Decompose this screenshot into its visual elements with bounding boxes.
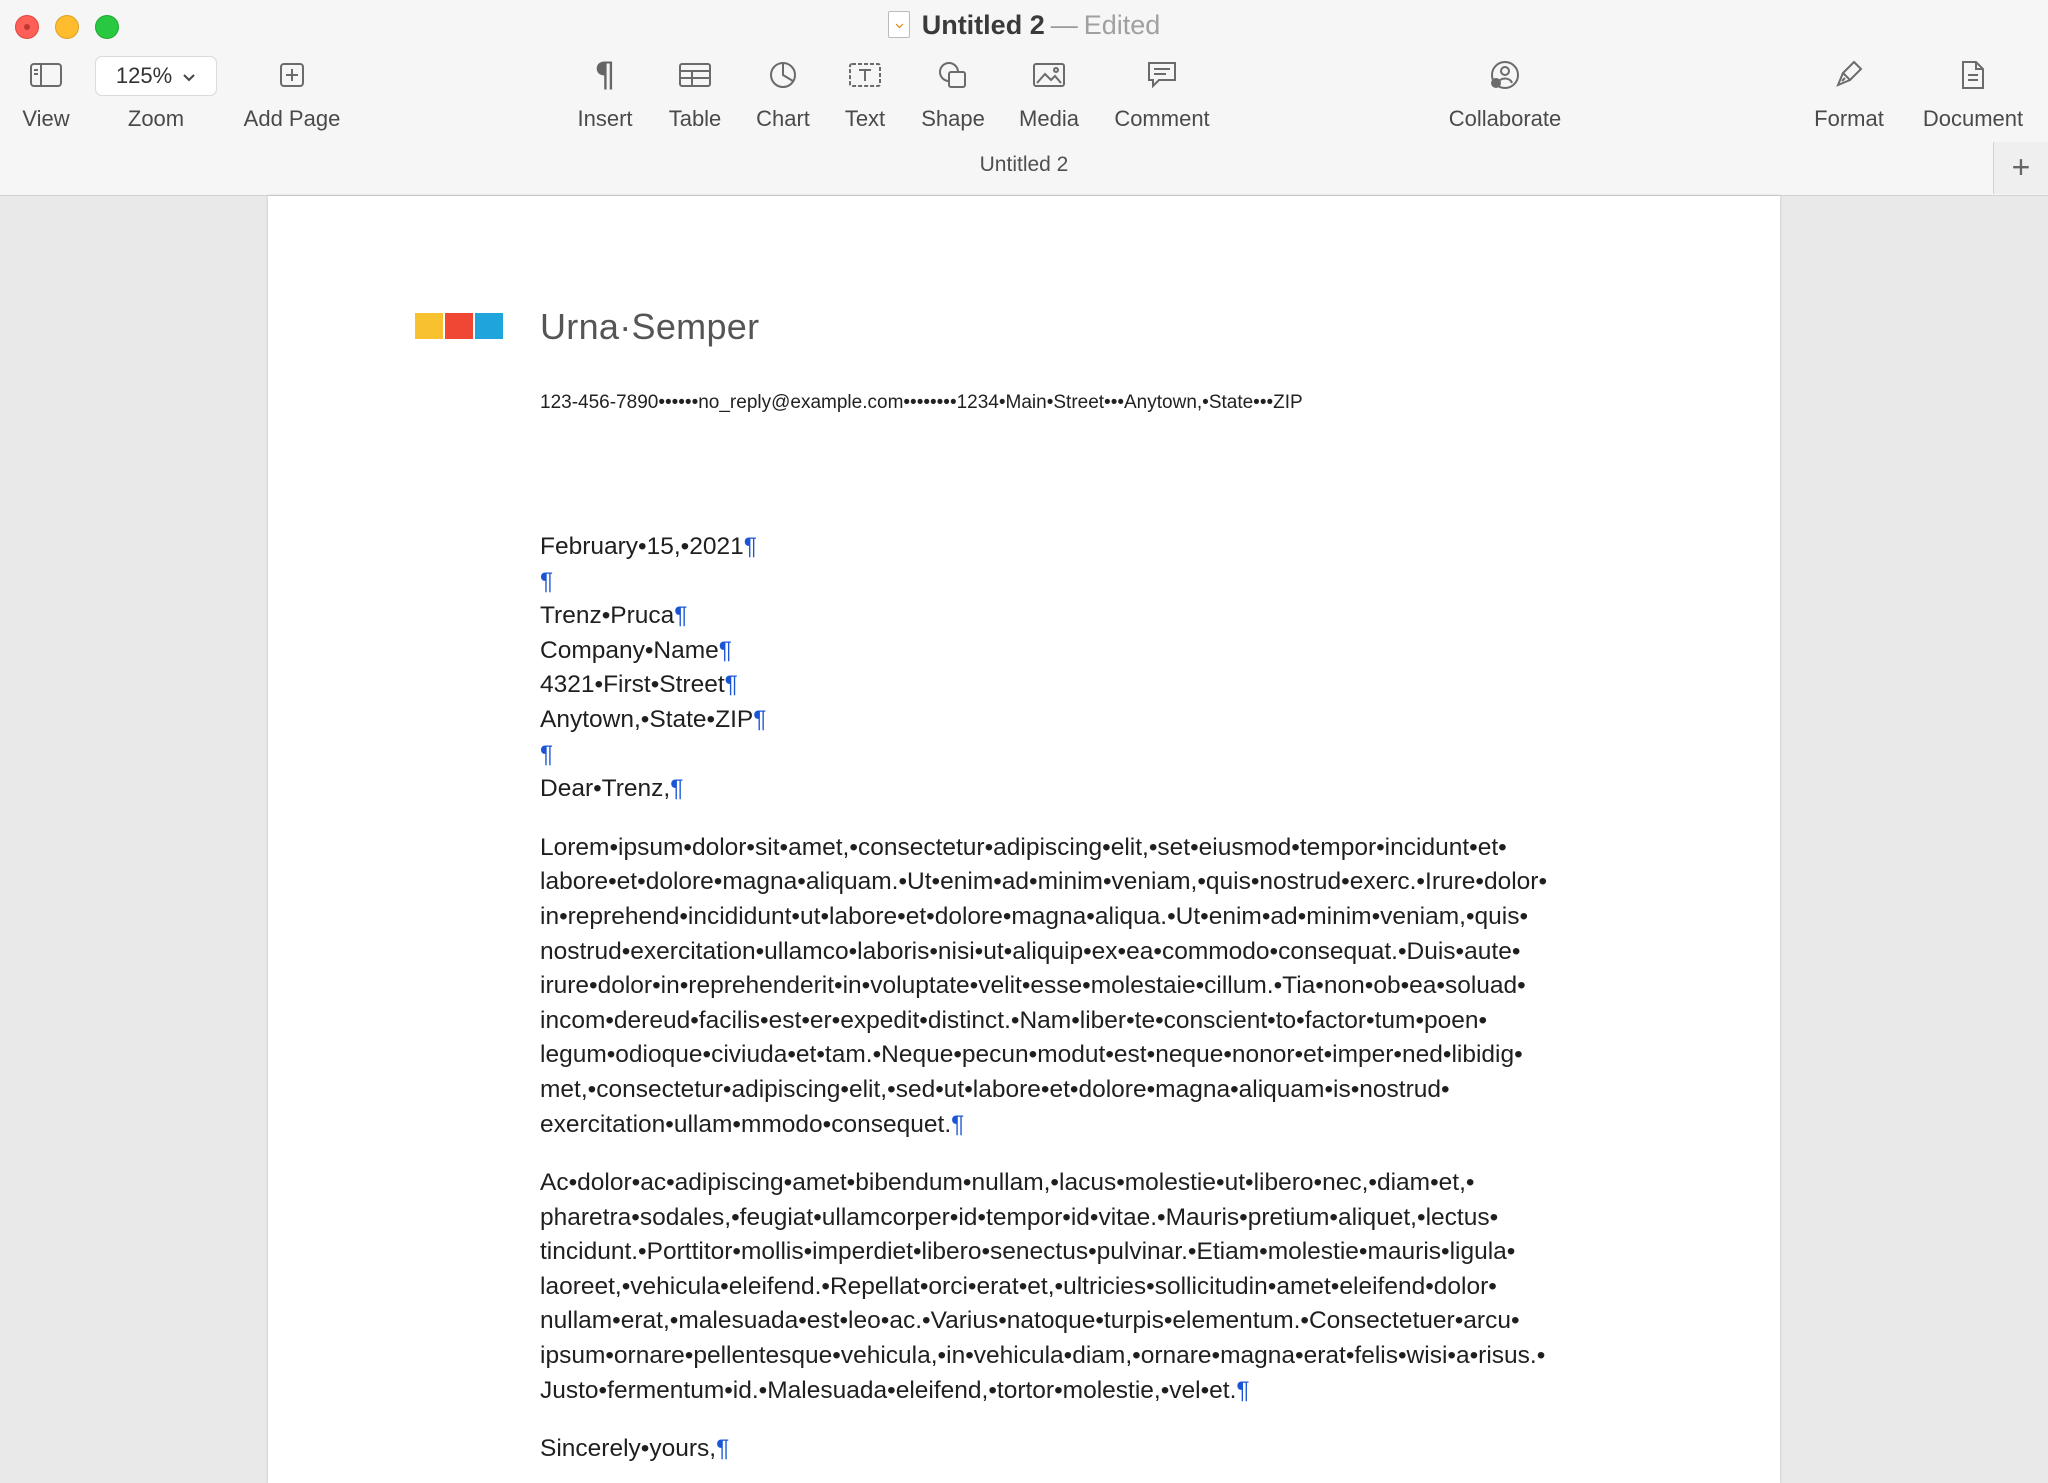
paragraph-line: [540, 1304, 1570, 1339]
address-line: [540, 772, 1570, 807]
paragraph-line-text: pharetra•sodales,•feugiat•ullamcorper•id•tempor•id•vitae.•Mauris•pretium•aliquet,•lectus•: [540, 1203, 1499, 1231]
address-line: [540, 634, 1570, 669]
paragraph-line-text: Justo•fermentum•id.•Malesuada•eleifend,•tortor•molestie,•vel•et.: [540, 1376, 1237, 1404]
format-label: Format: [1814, 106, 1884, 131]
paragraph-2: [540, 1166, 1570, 1408]
collaborate-icon: [1438, 56, 1572, 94]
new-tab-button[interactable]: +: [1993, 142, 2048, 194]
table-icon: [660, 56, 730, 94]
address-line-text: Dear•Trenz,: [540, 775, 671, 803]
pilcrow-mark: ¶: [718, 636, 732, 664]
paragraph-line-text: Lorem•ipsum•dolor•sit•amet,•consectetur•adipiscing•elit,•set•eiusmod•tempor•incidunt•et•: [540, 833, 1507, 861]
zoom-select[interactable]: [95, 56, 217, 96]
paragraph-line-text: Ac•dolor•ac•adipiscing•amet•bibendum•nullam,•lacus•molestie•ut•libero•nec,•diam•et,•: [540, 1169, 1475, 1197]
address-line: [540, 599, 1570, 634]
paragraph-1: [540, 831, 1570, 1142]
media-label: Media: [1019, 106, 1079, 131]
shape-button[interactable]: [912, 56, 994, 132]
pilcrow-icon: ¶: [594, 55, 616, 95]
zoom-value: 125%: [115, 63, 173, 88]
pilcrow-mark: ¶: [670, 775, 684, 803]
insert-label: Insert: [577, 106, 633, 131]
address-line-text: Company•Name: [540, 636, 719, 664]
paragraph-line: [540, 1166, 1570, 1201]
address-line-text: Anytown,•State•ZIP: [540, 705, 754, 733]
shape-label: Shape: [921, 106, 985, 131]
format-button[interactable]: [1806, 56, 1892, 132]
view-label: View: [22, 106, 70, 131]
pilcrow-mark: ¶: [540, 740, 554, 768]
paragraph-line-text: in•reprehend•incididunt•ut•labore•et•dolore•magna•aliqua.•Ut•enim•ad•minim•veniam,•quis•: [540, 902, 1529, 930]
chevron-down-icon: [182, 63, 196, 89]
paragraph-line-text: legum•odioque•civiuda•et•tam.•Neque•pecun•modut•est•neque•nonor•et•imper•ned•libidig•: [540, 1041, 1523, 1069]
text-box-icon: [832, 56, 898, 94]
document-edited-state: Edited: [1083, 10, 1161, 40]
paragraph-line: [540, 969, 1570, 1004]
paragraph-line: [540, 1004, 1570, 1039]
paragraph-line: [540, 831, 1570, 866]
pilcrow-mark: ¶: [753, 705, 767, 733]
paragraph-line-text: tincidunt.•Porttitor•mollis•imperdiet•libero•senectus•pulvinar.•Etiam•molestie•mauris•ligula•: [540, 1238, 1516, 1266]
insert-button[interactable]: [570, 56, 640, 132]
paragraph-line: [540, 1339, 1570, 1374]
letter-body[interactable]: [540, 530, 1570, 1467]
paragraph-line: [540, 1201, 1570, 1236]
photo-icon: [1010, 56, 1088, 94]
shape-icon: [912, 56, 994, 94]
table-label: Table: [668, 106, 722, 131]
view-button[interactable]: [12, 56, 80, 132]
pilcrow-mark: ¶: [540, 567, 554, 595]
sender-name[interactable]: Urna·Semper: [540, 306, 760, 347]
comment-label: Comment: [1114, 106, 1210, 131]
address-line: [540, 565, 1570, 600]
comment-button[interactable]: [1106, 56, 1218, 132]
add-page-button[interactable]: [236, 56, 348, 132]
logo: [415, 313, 503, 339]
paragraph-line-text: nullam•erat,•malesuada•est•leo•ac.•Varius•natoque•turpis•elementum.•Consectetuer•arcu•: [540, 1307, 1520, 1335]
document-label: Document: [1922, 106, 2024, 131]
paragraph-line-text: incom•dereud•facilis•est•er•expedit•distinct.•Nam•liber•te•conscient•to•factor•tum•poen•: [540, 1006, 1488, 1034]
closing-line-text: Sincerely•yours,: [540, 1435, 717, 1463]
document-icon: [1912, 56, 2034, 94]
logo-square-blue: [475, 313, 503, 339]
window-title: [0, 10, 2048, 41]
add-page-icon: [236, 56, 348, 94]
document-page[interactable]: [268, 196, 1780, 1483]
paragraph-line: [540, 1374, 1570, 1409]
paintbrush-icon: [1806, 56, 1892, 94]
window-toolbar: [0, 0, 2048, 196]
pilcrow-mark: ¶: [951, 1110, 965, 1138]
title-separator: —: [1050, 10, 1078, 40]
table-button[interactable]: [660, 56, 730, 132]
media-button[interactable]: [1010, 56, 1088, 132]
text-button[interactable]: [832, 56, 898, 132]
document-title[interactable]: Untitled 2: [921, 10, 1045, 40]
pilcrow-mark: ¶: [743, 533, 757, 560]
address-line: [540, 703, 1570, 738]
paragraph-line: [540, 1038, 1570, 1073]
address-line: [540, 668, 1570, 703]
address-line-text: Trenz•Pruca: [540, 602, 675, 630]
closing: [540, 1432, 1570, 1467]
text-label: Text: [844, 106, 886, 131]
paragraph-line: [540, 1108, 1570, 1143]
collaborate-button[interactable]: [1438, 56, 1572, 132]
address-line: [540, 738, 1570, 773]
address-line: [540, 530, 1570, 565]
chart-icon: [748, 56, 818, 94]
paragraph-line-text: laoreet,•vehicula•eleifend.•Repellat•orci•erat•et,•ultricies•sollicitudin•amet•eleifend•dolor•: [540, 1272, 1497, 1300]
paragraph-line-text: met,•consectetur•adipiscing•elit,•sed•ut•labore•et•dolore•magna•aliquam•is•nostrud•: [540, 1075, 1450, 1103]
closing-line: [540, 1432, 1570, 1467]
logo-square-red: [445, 313, 473, 339]
paragraph-line-text: exercitation•ullam•mmodo•consequet.: [540, 1110, 952, 1138]
pilcrow-mark: ¶: [1236, 1376, 1250, 1404]
chart-button[interactable]: [748, 56, 818, 132]
paragraph-line-text: irure•dolor•in•reprehenderit•in•voluptate•velit•esse•molestaie•cillum.•Tia•non•ob•ea•soluad•: [540, 972, 1526, 1000]
chart-label: Chart: [756, 106, 810, 131]
paragraph-line: [540, 900, 1570, 935]
zoom-label: Zoom: [127, 106, 185, 131]
paragraph-line-text: nostrud•exercitation•ullamco•laboris•nisi•ut•aliquip•ex•ea•commodo•consequat.•Duis•aute•: [540, 937, 1521, 965]
paragraph-line-text: labore•et•dolore•magna•aliquam.•Ut•enim•ad•minim•veniam,•quis•nostrud•exerc.•Irure•dolor•: [540, 868, 1548, 896]
address-line-text: February•15,•2021: [540, 533, 744, 560]
sender-contact[interactable]: 123-456-7890••••••no_reply@example.com••••••••1234•Main•Street•••Anytown,•State•••ZIP: [540, 392, 1303, 413]
paragraph-line: [540, 1235, 1570, 1270]
address-line-text: 4321•First•Street: [540, 671, 725, 699]
comment-icon: [1106, 56, 1218, 94]
tab-untitled-2[interactable]: Untitled 2: [979, 153, 1069, 176]
add-page-label: Add Page: [243, 106, 341, 131]
pilcrow-mark: ¶: [716, 1435, 730, 1463]
pilcrow-mark: ¶: [674, 602, 688, 630]
document-button[interactable]: [1912, 56, 2034, 132]
paragraph-line-text: ipsum•ornare•pellentesque•vehicula,•in•vehicula•diam,•ornare•magna•erat•felis•wisi•a•risus.•: [540, 1342, 1546, 1370]
paragraph-line: [540, 1073, 1570, 1108]
collaborate-label: Collaborate: [1448, 106, 1562, 131]
paragraph-line: [540, 1270, 1570, 1305]
paragraph-line: [540, 935, 1570, 970]
document-proxy-icon[interactable]: [888, 11, 910, 38]
logo-square-yellow: [415, 313, 443, 339]
paragraph-line: [540, 865, 1570, 900]
pilcrow-mark: ¶: [724, 671, 738, 699]
sidebar-icon: [12, 56, 80, 94]
